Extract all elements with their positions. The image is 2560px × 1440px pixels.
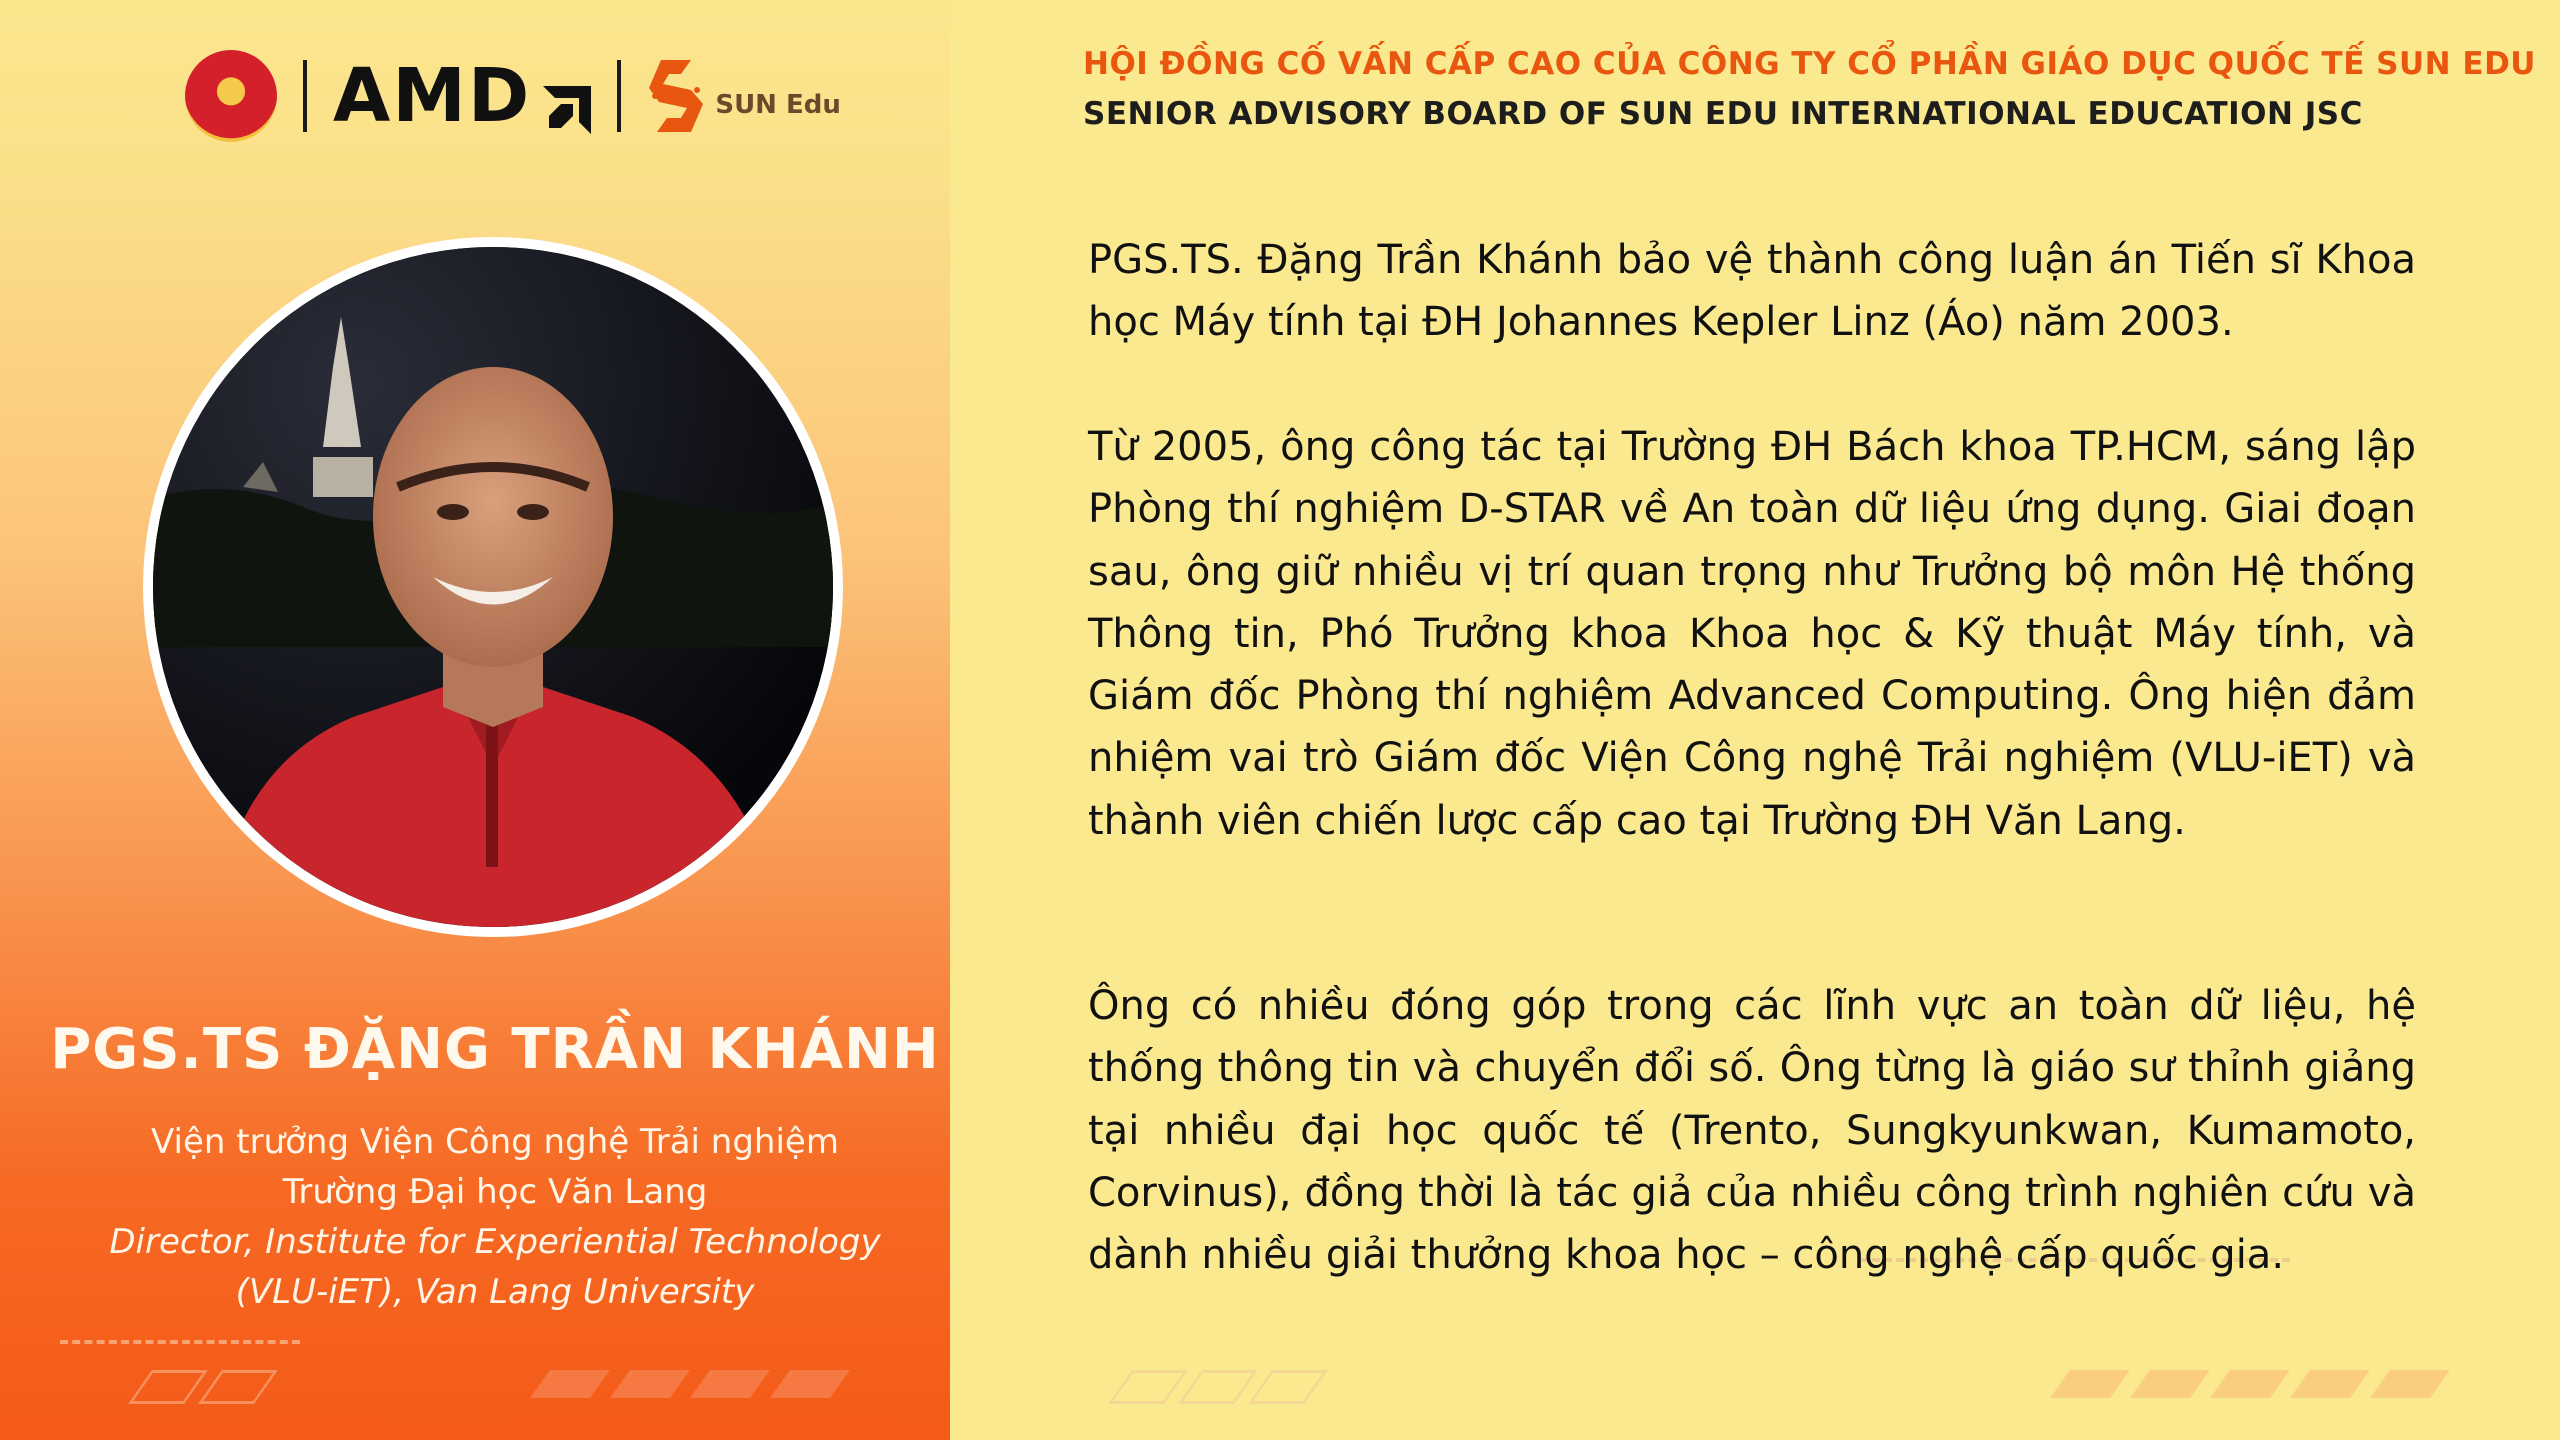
person-title-vn: Viện trưởng Viện Công nghệ Trải nghiệm <box>151 1122 839 1162</box>
logo-divider <box>617 60 621 132</box>
partner-logos <box>185 48 841 143</box>
bio-paragraph-contributions: Ông có nhiều đóng góp trong các lĩnh vực an toàn dữ liệu, hệ thống thông tin và chuyển đổi số. Ông từng là giáo sư thỉnh giảng tại nhiều đại học quốc tế (Trento, Sungkyunkwan, Kumamoto, Corvinus), đồng thời là tác giả của nhiều công trình nghiên cứu và dành nhiều giải thưởng khoa học – công nghệ cấp quốc gia. <box>1088 983 2416 1279</box>
person-name: PGS.TS ĐẶNG TRẦN KHÁNH <box>50 1017 940 1082</box>
decor-stripe <box>2130 1370 2210 1398</box>
person-affiliation-en: (VLU-iET), Van Lang University <box>235 1272 755 1312</box>
sun-edu-label: SUN Edu <box>715 89 841 120</box>
board-title-vn: HỘI ĐỒNG CỐ VẤN CẤP CAO CỦA CÔNG TY CỔ PHẦN GIÁO DỤC QUỐC TẾ SUN EDU <box>1083 46 2536 82</box>
board-title-en: SENIOR ADVISORY BOARD OF SUN EDU INTERNATIONAL EDUCATION JSC <box>1083 96 2363 132</box>
profile-panel <box>0 0 950 1440</box>
decor-stripe <box>1108 1370 1188 1404</box>
amd-logo-text: AMD <box>333 52 532 139</box>
decor-stripe <box>198 1370 278 1404</box>
decor-stripe <box>530 1370 610 1398</box>
portrait-frame <box>143 237 843 937</box>
decor-stripe <box>128 1370 208 1404</box>
person-title-en: Director, Institute for Experiential Technology <box>109 1222 881 1262</box>
decor-stripe <box>2050 1370 2130 1398</box>
decor-stripe <box>690 1370 770 1398</box>
portrait-photo <box>153 247 833 927</box>
bio-paragraph-education: PGS.TS. Đặng Trần Khánh bảo vệ thành công luận án Tiến sĩ Khoa học Máy tính tại ĐH Johannes Kepler Linz (Áo) năm 2003. <box>1088 237 2416 346</box>
bio-paragraph-career: Từ 2005, ông công tác tại Trường ĐH Bách khoa TP.HCM, sáng lập Phòng thí nghiệm D-STAR về An toàn dữ liệu ứng dụng. Giai đoạn sau, ông giữ nhiều vị trí quan trọng như Trưởng bộ môn Hệ thống Thông tin, Phó Trưởng khoa Khoa học & Kỹ thuật Máy tính, và Giám đốc Phòng thí nghiệm Advanced Computing. Ông hiện đảm nhiệm vai trò Giám đốc Viện Công nghệ Trải nghiệm (VLU-iET) và thành viên chiến lược cấp cao tại Trường ĐH Văn Lang. <box>1088 424 2416 844</box>
university-seal-icon <box>185 50 277 142</box>
decor-stripe <box>1178 1370 1258 1404</box>
amd-logo <box>333 53 591 139</box>
amd-arrow-icon <box>539 70 591 122</box>
decor-stripe <box>610 1370 690 1398</box>
logo-divider <box>303 60 307 132</box>
decor-stripe <box>2210 1370 2290 1398</box>
sun-edu-logo-icon <box>647 60 705 132</box>
person-affiliation-vn: Trường Đại học Văn Lang <box>282 1172 708 1212</box>
decor-stripe <box>2290 1370 2370 1398</box>
decor-stripe <box>1248 1370 1328 1404</box>
decor-dots <box>60 1340 300 1348</box>
decor-stripe <box>2370 1370 2450 1398</box>
decor-stripe <box>770 1370 850 1398</box>
